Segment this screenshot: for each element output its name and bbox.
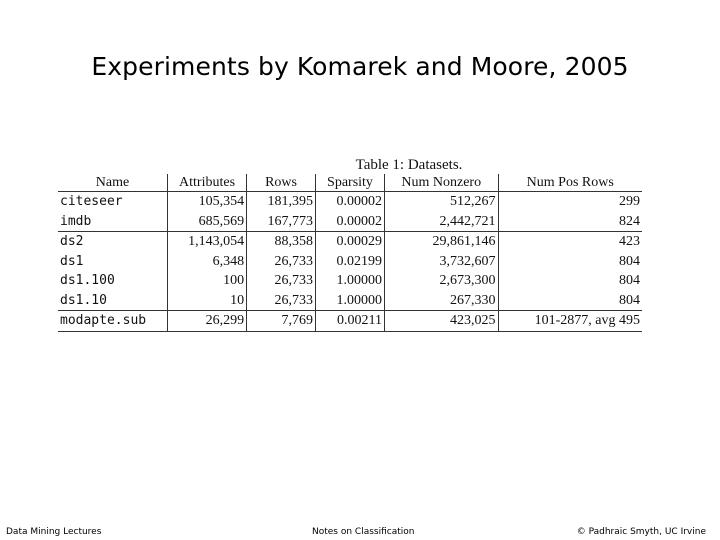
footer-topic-label: Notes on Classification xyxy=(312,527,415,537)
cell-num-nonzero: 3,732,607 xyxy=(384,252,498,272)
cell-num-nonzero: 512,267 xyxy=(384,192,498,212)
cell-num-pos-rows: 299 xyxy=(619,194,640,210)
cell-rows: 26,733 xyxy=(247,271,316,291)
table-row xyxy=(58,311,642,332)
cell-name: imdb xyxy=(58,212,168,232)
footer-copyright: © Padhraic Smyth, UC Irvine xyxy=(576,527,706,537)
cell-num-pos-rows: 804 xyxy=(619,253,640,269)
cell-rows: 181,395 xyxy=(247,192,316,212)
cell-sparsity: 0.00002 xyxy=(316,212,385,232)
cell-name: ds2 xyxy=(58,232,168,252)
cell-sparsity: 1.00000 xyxy=(316,271,385,291)
cell-num-nonzero: 29,861,146 xyxy=(384,232,498,252)
table-row xyxy=(58,271,642,291)
column-header-num-nonzero: Num Nonzero xyxy=(384,174,498,192)
cell-rows: 167,773 xyxy=(247,212,316,232)
cell-num-pos-rows: 101-2877, avg 495 xyxy=(498,311,642,332)
column-header-sparsity: Sparsity xyxy=(316,174,385,192)
cell-attributes: 100 xyxy=(168,271,247,291)
cell-attributes: 1,143,054 xyxy=(168,232,247,252)
cell-num-nonzero: 423,025 xyxy=(384,311,498,332)
table-row xyxy=(58,252,642,272)
datasets-table xyxy=(58,174,642,332)
cell-num-pos-rows: 824 xyxy=(619,213,640,229)
cell-name: modapte.sub xyxy=(58,311,168,332)
cell-rows: 88,358 xyxy=(247,232,316,252)
footer-course-label: Data Mining Lectures xyxy=(6,527,102,537)
cell-sparsity: 0.00029 xyxy=(316,232,385,252)
cell-name: ds1.100 xyxy=(58,271,168,291)
slide-title: Experiments by Komarek and Moore, 2005 xyxy=(91,52,629,81)
cell-num-nonzero: 267,330 xyxy=(384,291,498,311)
table-row xyxy=(58,291,642,311)
column-header-rows: Rows xyxy=(247,174,316,192)
cell-num-nonzero: 2,673,300 xyxy=(384,271,498,291)
table-row xyxy=(58,212,642,232)
cell-attributes: 6,348 xyxy=(168,252,247,272)
cell-attributes: 10 xyxy=(168,291,247,311)
column-header-attributes: Attributes xyxy=(168,174,247,192)
table-row xyxy=(58,192,642,212)
cell-sparsity: 0.00211 xyxy=(316,311,385,332)
cell-attributes: 685,569 xyxy=(168,212,247,232)
cell-rows: 26,733 xyxy=(247,252,316,272)
cell-sparsity: 0.00002 xyxy=(316,192,385,212)
cell-num-pos-rows: 804 xyxy=(619,273,640,289)
cell-name: ds1.10 xyxy=(58,291,168,311)
cell-num-nonzero: 2,442,721 xyxy=(384,212,498,232)
cell-rows: 7,769 xyxy=(247,311,316,332)
cell-sparsity: 1.00000 xyxy=(316,291,385,311)
cell-attributes: 26,299 xyxy=(168,311,247,332)
datasets-table-container xyxy=(58,156,642,332)
column-header-name: Name xyxy=(58,174,168,192)
cell-attributes: 105,354 xyxy=(168,192,247,212)
cell-name: citeseer xyxy=(58,192,168,212)
cell-sparsity: 0.02199 xyxy=(316,252,385,272)
cell-num-pos-rows: 804 xyxy=(619,292,640,308)
table-caption: Table 1: Datasets. xyxy=(355,157,463,173)
cell-num-pos-rows: 423 xyxy=(498,232,642,252)
column-header-num-pos-rows: Num Pos Rows xyxy=(498,174,642,192)
table-header-row xyxy=(58,174,642,192)
cell-rows: 26,733 xyxy=(247,291,316,311)
table-row xyxy=(58,232,642,252)
cell-name: ds1 xyxy=(58,252,168,272)
